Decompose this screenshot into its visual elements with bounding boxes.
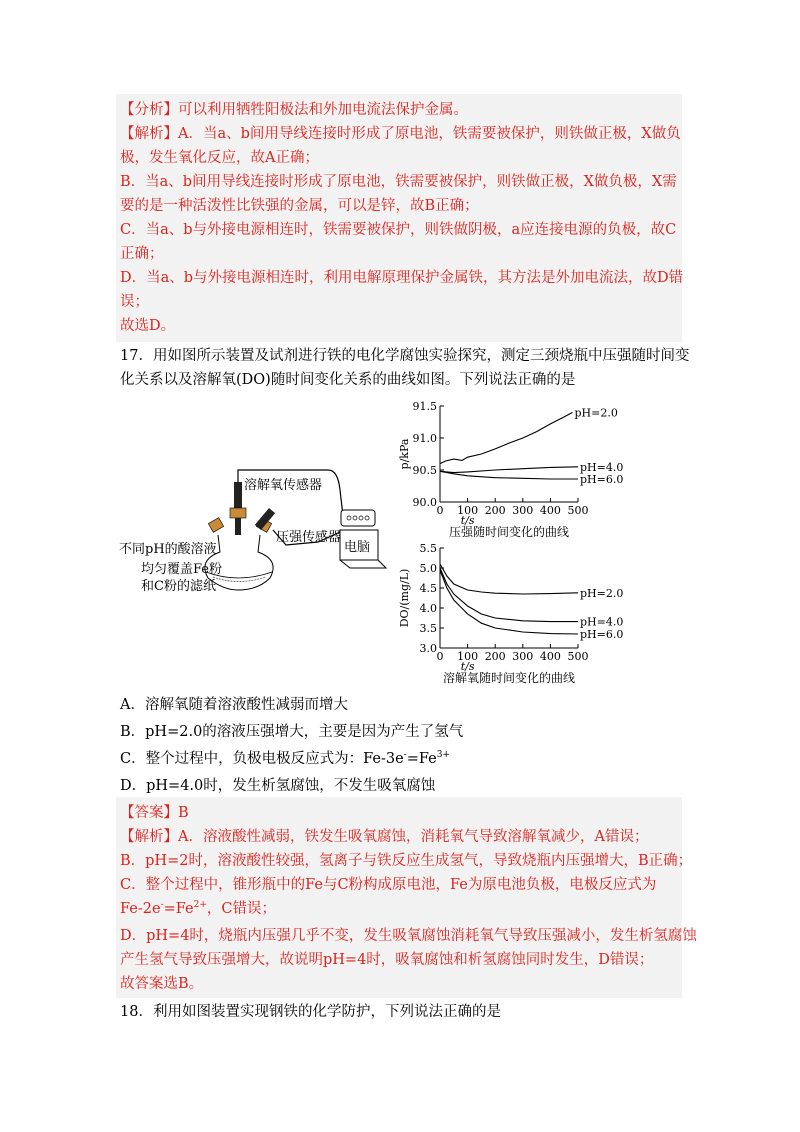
y-tick-label: 4.0 <box>419 602 437 615</box>
series-label: pH=6.0 <box>580 472 624 486</box>
y-tick-label: 5.0 <box>419 562 437 575</box>
x-tick-label: 0 <box>436 504 444 517</box>
series-line <box>440 570 578 634</box>
x-tick-label: 500 <box>567 504 589 517</box>
y-tick-label: 3.0 <box>419 642 437 655</box>
label-filter-line2: 和C粉的滤纸 <box>141 579 216 594</box>
series-line <box>440 568 578 622</box>
y-tick-label: 91.5 <box>412 400 437 413</box>
x-tick-label: 200 <box>484 650 506 663</box>
do-chart <box>398 540 634 688</box>
analysis-b-line2: 要的是一种活泼性比铁强的金属，可以是锌，故B正确； <box>120 198 479 214</box>
series-label: pH=4.0 <box>580 615 624 629</box>
answer-jiexi-d1: D．pH=4时，烧瓶内压强几乎不变，发生吸氧腐蚀消耗氧气导致压强减小，发生析氢腐蚀 <box>120 928 697 944</box>
analysis-fenxi: 【分析】可以利用牺牲阳极法和外加电流法保护金属。 <box>120 102 468 118</box>
x-tick-label: 100 <box>457 504 479 517</box>
y-tick-label: 3.5 <box>419 622 437 635</box>
q17-stem-line2: 化关系以及溶解氧(DO)随时间变化关系的曲线如图。下列说法正确的是 <box>120 372 576 388</box>
analysis-c-line2: 正确； <box>120 246 164 262</box>
analysis-d-line2: 误； <box>120 294 149 310</box>
q17-option-a: A．溶解氧随着溶液酸性减弱而增大 <box>120 697 348 713</box>
label-do-sensor: 溶解氧传感器 <box>244 478 323 493</box>
y-tick-label: 90.5 <box>412 464 437 477</box>
label-pressure-sensor: 压强传感器 <box>276 530 342 545</box>
q17-option-b: B．pH=2.0的溶液压强增大，主要是因为产生了氢气 <box>120 724 464 740</box>
x-tick-label: 400 <box>539 504 561 517</box>
x-axis-label: t/s <box>460 660 475 673</box>
x-tick-label: 0 <box>436 650 444 663</box>
series-line <box>440 467 578 473</box>
label-computer: 电脑 <box>344 540 371 555</box>
y-tick-label: 91.0 <box>412 432 437 445</box>
series-label: pH=2.0 <box>574 406 618 420</box>
x-tick-label: 100 <box>457 650 479 663</box>
label-filter-line1: 均匀覆盖Fe粉 <box>141 562 223 577</box>
answer-jiexi-c2: $Fe-2e^-=Fe^{2+}$，C错误； <box>120 900 276 917</box>
answer-jiexi-a: 【解析】A．溶液酸性减弱，铁发生吸氧腐蚀，消耗氧气导致溶解氧减少，A错误； <box>120 829 649 845</box>
x-tick-label: 300 <box>512 504 534 517</box>
chart-title: 溶解氧随时间变化的曲线 <box>442 671 576 685</box>
series-line <box>440 564 578 594</box>
analysis-b-line1: B．当a、b间用导线连接时形成了原电池，铁需要被保护，则铁做正极，X做负极，X需 <box>120 174 677 190</box>
answer-jiexi-b: B．pH=2时，溶液酸性较强，氢离子与铁反应生成氢气，导致烧瓶内压强增大，B正确； <box>120 853 693 869</box>
q17-stem-line1: 17．用如图所示装置及试剂进行铁的电化学腐蚀实验探究，测定三颈烧瓶中压强随时间变 <box>120 348 690 364</box>
y-tick-label: 90.0 <box>412 496 437 509</box>
series-label: pH=4.0 <box>580 460 624 474</box>
x-tick-label: 300 <box>512 650 534 663</box>
q18-stem: 18．利用如图装置实现钢铁的化学防护，下列说法正确的是 <box>120 1004 501 1020</box>
q17-option-d: D．pH=4.0时，发生析氢腐蚀，不发生吸氧腐蚀 <box>120 778 436 794</box>
analysis-jiexi-line1: 【解析】A．当a、b间用导线连接时形成了原电池，铁需要被保护，则铁做正极，X做负 <box>120 126 681 142</box>
label-acid-solution: 不同pH的酸溶液 <box>119 542 217 557</box>
x-tick-label: 500 <box>567 650 589 663</box>
x-tick-label: 200 <box>484 504 506 517</box>
answer-daan: 【答案】B <box>120 805 189 821</box>
analysis-c-line1: C．当a、b与外接电源相连时，铁需要被保护，则铁做阴极，a应连接电源的负极，故C <box>120 222 677 238</box>
analysis-d-line1: D．当a、b与外接电源相连时，利用电解原理保护金属铁，其方法是外加电流法，故D错 <box>120 270 684 286</box>
y-tick-label: 5.5 <box>419 542 437 555</box>
x-axis-label: t/s <box>460 514 475 527</box>
pressure-chart <box>398 396 634 546</box>
series-label: pH=2.0 <box>580 586 624 600</box>
q17-option-c: C．整个过程中，负极电极反应式为：$Fe-3e^-=Fe^{3+}$ <box>120 750 450 767</box>
x-tick-label: 400 <box>539 650 561 663</box>
answer-jiexi-d2: 产生氢气导致压强增大，故说明pH=4时，吸氧腐蚀和析氢腐蚀同时发生，D错误； <box>120 952 654 968</box>
y-tick-label: 4.5 <box>419 582 437 595</box>
series-label: pH=6.0 <box>580 628 624 641</box>
chart-title: 压强随时间变化的曲线 <box>448 525 570 539</box>
series-line <box>440 412 573 463</box>
answer-jiexi-c1: C．整个过程中，锥形瓶中的Fe与C粉构成原电池，Fe为原电池负极，电极反应式为 <box>120 877 657 893</box>
analysis-jiexi-line2: 极，发生氧化反应，故A正确； <box>120 150 319 166</box>
analysis-choose: 故选D。 <box>120 318 176 334</box>
y-axis-label: p/kPa <box>398 438 411 470</box>
y-axis-label: DO/(mg/L) <box>398 568 411 628</box>
answer-jiexi-end: 故答案选B。 <box>120 976 204 992</box>
